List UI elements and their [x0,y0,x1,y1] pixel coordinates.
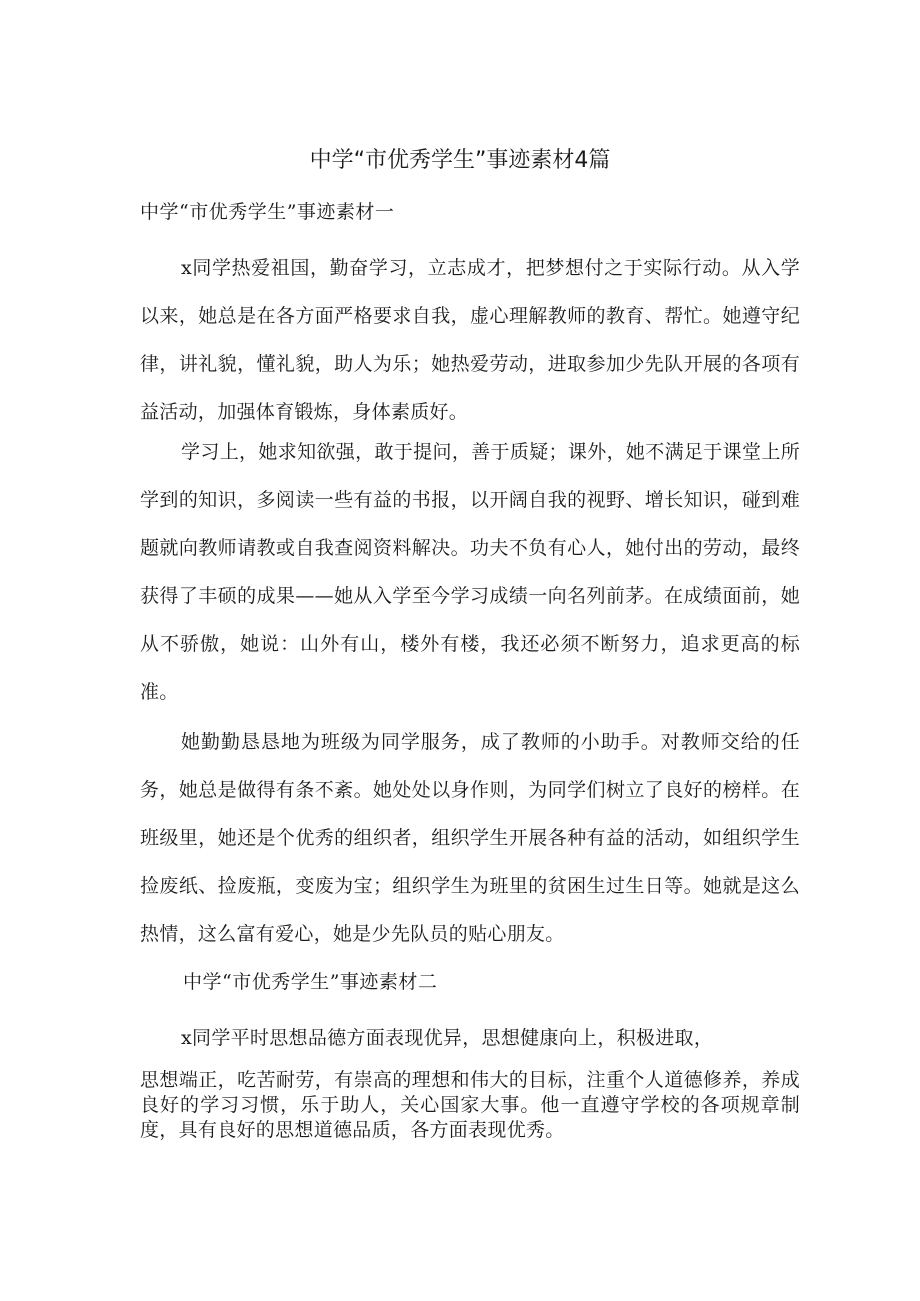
paragraph: 学习上，她求知欲强，敢于提问，善于质疑；课外，她不满足于课堂上所学到的知识，多阅读一些有益的书报，以开阔自我的视野、增长知识，碰到难题就向教师请教或自我查阅资料解决。功夫不负有心人，她付出的劳动，最终获得了丰硕的成果——她从入学至今学习成绩一向名列前茅。在成绩面前，她从不骄傲，她说：山外有山，楼外有楼，我还必须不断努力，追求更高的标准。 [140,441,800,703]
paragraph: 她勤勤恳恳地为班级为同学服务，成了教师的小助手。对教师交给的任务，她总是做得有条不紊。她处处以身作则，为同学们树立了良好的榜样。在班级里，她还是个优秀的组织者，组织学生开展各种有益的活动，如组织学生捡废纸、捡废瓶，变废为宝；组织学生为班里的贫困生过生日等。她就是这么热情，这么富有爱心，她是少先队员的贴心朋友。 [140,731,800,945]
section-heading-2: 中学“市优秀学生”事迹素材二 [183,971,438,993]
paragraph: x同学热爱祖国，勤奋学习，立志成才，把梦想付之于实际行动。从入学以来，她总是在各方面严格要求自我，虚心理解教师的教育、帮忙。她遵守纪律，讲礼貌，懂礼貌，助人为乐；她热爱劳动，进取参加少先队开展的各项有益活动，加强体育锻炼，身体素质好。 [140,257,800,423]
paragraph: x同学平时思想品德方面表现优异，思想健康向上，积极进取， [181,1027,714,1049]
section-heading-1: 中学“市优秀学生”事迹素材一 [140,201,395,223]
paragraph: 思想端正，吃苦耐劳，有崇高的理想和伟大的目标，注重个人道德修养，养成良好的学习习惯，乐于助人，关心国家大事。他一直遵守学校的各项规章制度，具有良好的思想道德品质，各方面表现优秀。 [140,1069,800,1141]
document-title: 中学“市优秀学生”事迹素材4篇 [309,148,611,173]
